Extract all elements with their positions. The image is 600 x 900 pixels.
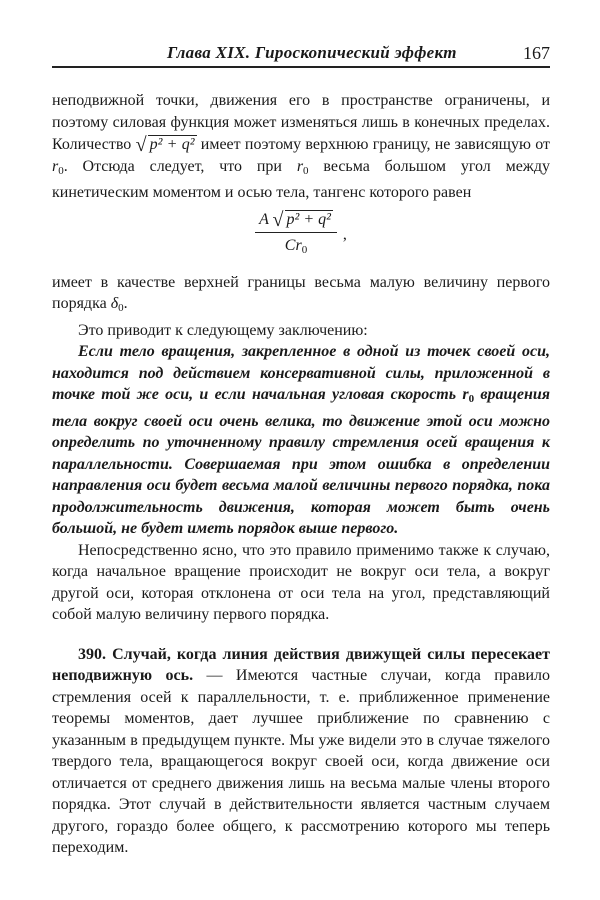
fraction-numerator: A √ p² + q²: [255, 208, 337, 234]
fraction: [255, 208, 337, 262]
radical-sign: √: [135, 134, 147, 156]
page-body: [52, 90, 550, 859]
page-header: [52, 40, 550, 64]
delta0-symbol: $\delta_0$: [110, 295, 124, 314]
section-number: 390.: [78, 645, 106, 663]
r0-symbol: $r_0$: [462, 386, 475, 405]
theorem-statement: Если тело вращения, закрепленное в одной из точек своей оси, находится под действием консервативной силы, приложенной в точке той же оси, и если начальная угловая скорость $r_0$ вращения тела вокруг своей оси очень велика, то движение этой оси можно определить по уточненному правилу стремления осей вращения к параллельности. Совершаемая при этом ошибка в определении направления оси будет весьма малой величины первого порядка, пока продолжительность движения, которая может быть очень большой, не будет иметь порядок выше первого.: [52, 343, 550, 537]
paragraph-3: Это приводит к следующему заключению:: [78, 321, 368, 339]
r0-symbol: $r_0$: [296, 157, 309, 177]
running-head: Глава XIX. Гироскопический эффект: [167, 43, 457, 62]
paragraph-1: неподвижной точки, движения его в пространстве ограничены, и поэтому силовая функция может изменяться лишь в конечных пределах. Количество √ p² + q² имеет поэтому верхнюю границу, не зависящую от $r_0$. Отсюда следует, что при $r_0$ весьма большом угол между кинетическим моментом и осью тела, тангенс которого равен: [52, 92, 551, 201]
radical-sign: √: [272, 208, 284, 231]
paragraph-5: Непосредственно ясно, что это правило применимо также к случаю, когда начальное вращение происходит не вокруг оси тела, а вокруг другой оси, которая отклонена от оси тела на угол, представляющий собой малую величину первого порядка.: [52, 541, 550, 623]
paragraph-2: имеет в качестве верхней границы весьма малую величину первого порядка $\delta_0$.: [52, 273, 550, 314]
r0-symbol: $r_0$: [52, 157, 64, 177]
section-text: — Имеются частные случаи, когда правило стремления осей к параллельности, т. е. приближенное применение теоремы моментов, дает лучшее приближение по сравнению с указанным в предыдущем пункте. Мы уже видели это в случае тяжелого твердого тела, вращающегося вокруг своей оси, когда движение оси отличается от среднего движения лишь на весьма малые члены второго порядка. Этот случай в действительности является частным случаем другого, гораздо более общего, к рассмотрению которого мы теперь переходим.: [52, 667, 551, 856]
display-formula: $\frac{\text{A √ p² + q²}}{Cr_0}$ ,: [52, 208, 550, 262]
fraction-denominator: $Cr_0$: [284, 237, 308, 256]
sqrt-expression: √ p² + q²: [135, 134, 195, 156]
section-390: [52, 644, 550, 859]
page-number: 167: [523, 43, 550, 63]
section-title: Случай, когда линия действия движущей силы пересекает неподвижную ось.: [52, 645, 550, 684]
header-rule: [52, 66, 550, 68]
